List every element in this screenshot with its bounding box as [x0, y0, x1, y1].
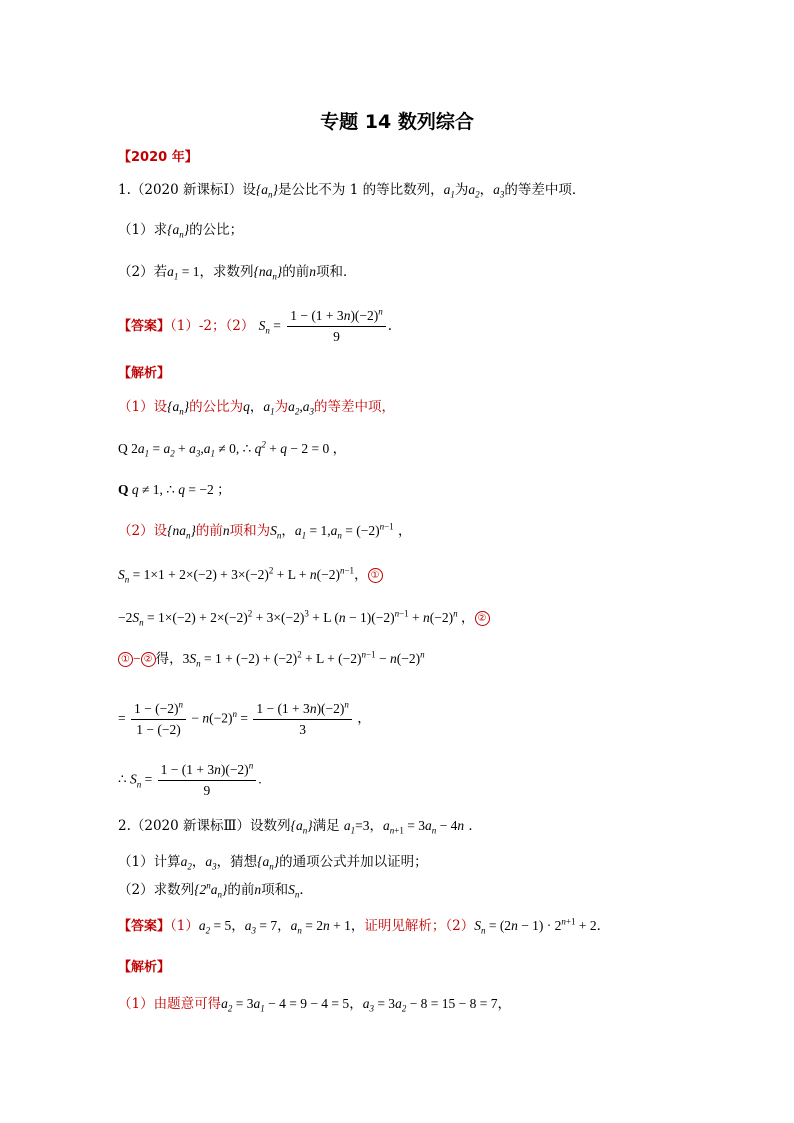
- problem1-sol-eq1: $S_n = 1\times 1 + 2\times(-2) + 3\times(-2)^2 + L + n(-2)^{n-1}$， ①: [118, 566, 383, 584]
- problem1-sol-eq2: $-2S_n = 1\times(-2) + 2\times(-2)^2 + 3\times(-2)^3 + L$ $(n - 1)(-2)^{n-1} + n(-2)^n$ ， ②: [118, 609, 490, 627]
- problem1-part1: （1）求$\{a_n\}$的公比；: [118, 222, 244, 240]
- problem2-part1: （1）计算$a_2$，$a_3$，猜想$\{a_n\}$的通项公式并加以证明；: [118, 854, 428, 872]
- circled-marker-1: ①: [368, 568, 383, 583]
- problem1-sol-line1: （1）设$\{a_n\}$的公比为q，$a_1$为$a_2,a_3$的等差中项，: [118, 399, 396, 417]
- problem1-statement: 1.（2020 新课标Ⅰ）设$\{a_n\}$是公比不为 1 的等比数列，$a_1$为$a_2$，$a_3$的等差中项．: [118, 182, 586, 200]
- problem1-sol-eq5: ∴ $S_n$ = $\frac{1 - (1 + 3n)(-2)^n}{9}$ .: [118, 760, 262, 798]
- problem1-sol-line2: Q $2a_1 = a_2 + a_3,a_1 \ne 0$, ∴ $q^2 + q - 2 = 0$ ，: [118, 439, 347, 459]
- problem1-sol-line4: （2）设$\{na_n\}$的前n项和为$S_n$，$a_1 = 1,a_n = (-2)^{n-1}$ ，: [118, 521, 412, 541]
- page-title: 专题 14 数列综合: [320, 111, 474, 133]
- problem2-answer: 【答案】$(1)a_2 = 5$，$a_3 = 7$，$a_n = 2n + 1$，证明见解析；$(2)S_n = (2n - 1) \cdot 2^{n+1} + 2$．: [118, 916, 611, 936]
- problem1-part2: （2）若$a_1 = 1$，求数列$\{na_n\}$的前n项和．: [118, 264, 357, 282]
- problem1-sol-eq4: = $\frac{1 - (-2)^n}{1 - (-2)}$ − $n(-2)^n$ = $\frac{1 - (1 + 3n)(-2)^n}{3}$ ，: [118, 699, 371, 737]
- problem1-answer: 【答案】（1）-2；（2） $S_n$ = $\frac{1 - (1 + 3n)(-2)^n}{9}$ .: [118, 306, 393, 344]
- problem2-statement: 2.（2020 新课标Ⅲ）设数列$\{a_n\}$满足 $a_1=3$，$a_{n+1} = 3a_n - 4n$ ．: [118, 818, 482, 836]
- problem2-part2: （2）求数列$\{2^na_n\}$的前n项和$S_n$．: [118, 880, 313, 900]
- problem2-sol-line1: （1）由题意可得$a_2 = 3a_1 - 4 = 9 - 4 = 5$，$a_3 = 3a_2 - 8 = 15 - 8 = 7$，: [118, 996, 512, 1014]
- problem1-analysis-tag: 【解析】: [118, 366, 171, 381]
- problem1-sol-line3: Q q ≠ 1, ∴ q = −2 ；: [118, 482, 231, 497]
- year-tag: 【2020 年】: [118, 150, 198, 165]
- problem1-sol-eq3: ① − ② 得，$3S_n = 1 + (-2) + (-2)^2 + L + (-2)^{n-1} - n(-2)^n$: [118, 650, 425, 668]
- circled-marker-2: ②: [475, 611, 490, 626]
- problem2-analysis-tag: 【解析】: [118, 960, 171, 975]
